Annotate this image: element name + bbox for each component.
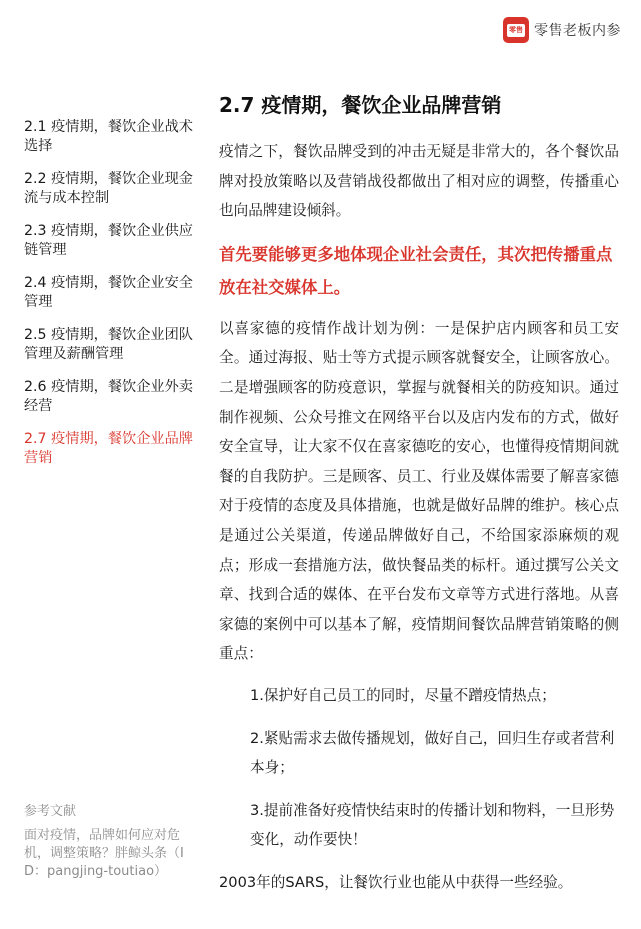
case-study-paragraph: 以喜家德的疫情作战计划为例：一是保护店内顾客和员工安全。通过海报、贴士等方式提示顾客就餐安全，让顾客放心。二是增强顾客的防疫意识，掌握与就餐相关的防疫知识。通过制作视频、公众号推文在网络平台以及店内发布的方式，做好安全宣导，让大家不仅在喜家德吃的安心，也懂得疫情期间就餐的自我防护。三是顾客、员工、行业及媒体需要了解喜家德对于疫情的态度及具体措施，也就是做好品牌的维护。核心点是通过公关渠道，传递品牌做好自己，不给国家添麻烦的观点；形成一套措施方法，做快餐品类的标杆。通过撰写公关文章、找到合适的媒体、在平台发布文章等方式进行落地。从喜家德的案例中可以基本了解，疫情期间餐饮品牌营销策略的侧重点：	[219, 319, 619, 663]
brand-logo	[503, 17, 621, 43]
list-item: 2.紧贴需求去做传播规划，做好自己，回归生存或者营利本身；	[250, 729, 615, 777]
highlight-paragraph: 首先要能够更多地体现企业社会责任，其次把传播重点放在社交媒体上。	[219, 244, 613, 297]
toc-item-2-2[interactable]: 2.2 疫情期，餐饮企业现金流与成本控制	[24, 171, 193, 206]
toc-item-2-1[interactable]: 2.1 疫情期，餐饮企业战术选择	[24, 119, 193, 154]
toc-item-2-7[interactable]: 2.7 疫情期，餐饮企业品牌营销	[24, 431, 193, 466]
references	[24, 803, 196, 881]
brand-badge-icon	[503, 17, 529, 43]
closing-paragraph: 2003年的SARS，让餐饮行业也能从中获得一些经验。	[219, 873, 573, 891]
list-item: 1.保护好自己员工的同时，尽量不蹭疫情热点；	[250, 686, 556, 704]
strategy-list	[219, 681, 619, 855]
main-content	[219, 92, 619, 909]
list-item: 3.提前准备好疫情快结束时的传播计划和物料，一旦形势变化，动作要快！	[250, 801, 615, 849]
references-body: 面对疫情，品牌如何应对危机，调整策略？胖鲸头条（ID：pangjing-toutiao）	[24, 828, 184, 879]
toc-item-2-6[interactable]: 2.6 疫情期，餐饮企业外卖经营	[24, 379, 193, 414]
toc-item-2-5[interactable]: 2.5 疫情期，餐饮企业团队管理及薪酬管理	[24, 327, 193, 362]
brand-badge-text: 零售	[507, 24, 525, 37]
brand-name: 零售老板内参	[534, 23, 621, 39]
section-title: 2.7 疫情期，餐饮企业品牌营销	[219, 93, 502, 117]
intro-paragraph: 疫情之下，餐饮品牌受到的冲击无疑是非常大的，各个餐饮品牌对投放策略以及营销战役都做出了相对应的调整，传播重心也向品牌建设倾斜。	[219, 143, 619, 220]
table-of-contents	[24, 118, 194, 482]
toc-item-2-4[interactable]: 2.4 疫情期，餐饮企业安全管理	[24, 275, 193, 310]
toc-item-2-3[interactable]: 2.3 疫情期，餐饮企业供应链管理	[24, 223, 193, 258]
references-title: 参考文献	[24, 804, 77, 819]
